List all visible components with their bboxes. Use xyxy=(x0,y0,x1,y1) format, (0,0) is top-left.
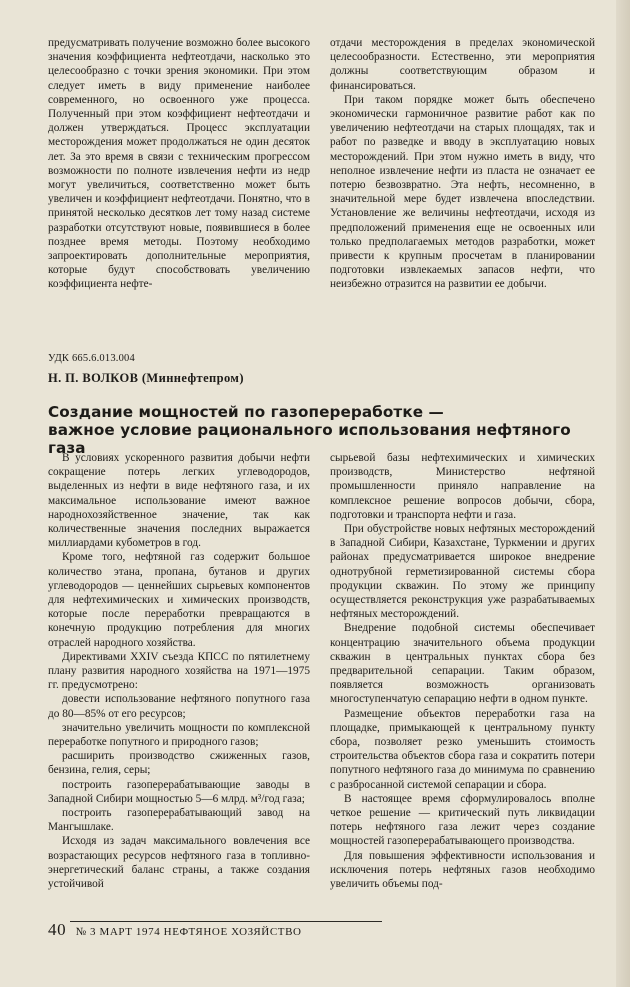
article-title xyxy=(48,403,608,457)
page-number: 40 xyxy=(48,920,67,939)
top-left-column xyxy=(48,36,310,292)
bottom-right-column xyxy=(330,451,595,891)
bottom-left-column xyxy=(48,451,310,891)
paragraph: Исходя из задач максимального вовлечения все возрастающих ресурсов нефтяного газа в топливно-энергетический баланс страны, а также создания устойчивой xyxy=(48,835,310,891)
paragraph: довести использование нефтяного попутного газа до 80—85% от его ресурсов; xyxy=(48,693,310,720)
paragraph: построить газоперерабатывающие заводы в Западной Сибири мощностью 5—6 млрд. м³/год газа; xyxy=(48,778,310,805)
paragraph: Для повышения эффективности использования и исключения потерь нефтяных газов необходимо увеличить объемы под- xyxy=(330,849,595,891)
paragraph: значительно увеличить мощности по комплексной переработке попутного и природного газов; xyxy=(48,721,310,749)
page-edge xyxy=(616,0,630,987)
paragraph: В настоящее время сформулировалось вполне четкое решение — критический путь ликвидации потерь нефтяного газа лежит через создание мощностей газоперерабатывающего производства. xyxy=(330,792,595,848)
page-footer xyxy=(48,920,302,940)
paragraph: расширить производство сжиженных газов, бензина, гелия, серы; xyxy=(48,750,310,777)
udk-code: УДК 665.6.013.004 xyxy=(48,353,135,364)
article-title-line-1: Создание мощностей по газопереработке — xyxy=(48,403,444,421)
top-right-column xyxy=(330,36,595,292)
paragraph: В условиях ускоренного развития добычи нефти сокращение потерь легких углеводородов, выделенных из нефти в виде нефтяного газа, и их максимальное использование имеют важное народнохозяйственное значение, так как количественные значения последних выражается миллиардами кубометров в год. xyxy=(48,452,310,550)
paragraph: Кроме того, нефтяной газ содержит большое количество этана, пропана, бутанов и других углеводородов — ценнейших сырьевых компонентов для нефтехимических и химических производств, которые после переработки превращаются в конечную продукцию потребления для многих отраслей народного хозяйства. xyxy=(48,551,310,649)
paragraph: сырьевой базы нефтехимических и химических производств, Министерство нефтяной промышленности приняло направление на комплексное решение вопросов добычи, сбора, подготовки и транспорта нефти и газа. xyxy=(330,452,595,521)
paragraph: отдачи месторождения в пределах экономической целесообразности. Естественно, эти мероприятия должны соответствующим образом и финансироваться. xyxy=(330,37,595,92)
article-title-line-2: важное условие рационального использования нефтяного газа xyxy=(48,421,571,457)
paragraph: При таком порядке может быть обеспечено экономически гармоничное развитие работ как по увеличению нефтеотдачи на старых площадях, так и работ по разведке и вводу в эксплуатацию новых месторождений. При этом нужно иметь в виду, что неполное извлечение нефти из пласта не означает ее потерю безвозвратно. Эта нефть, несомненно, в значительной мере будет извлечена впоследствии. Установление же величины нефтеотдачи, исходя из предположений применения еще не освоенных или только предполагаемых методов разработки, может привести к крупным просчетам в планировании подготовки извлекаемых запасов нефти, что неизбежно отразится на развитии ее добычи. xyxy=(330,93,595,291)
paragraph: Директивами XXIV съезда КПСС по пятилетнему плану развития народного хозяйства на 1971—1975 гг. предусмотрено: xyxy=(48,650,310,692)
paragraph: предусматривать получение возможно более высокого значения коэффициента нефтеотдачи, насколько это целесообразно с точки зрения экономики. При этом следует иметь в виду применение наиболее современного, но освоенного уже процесса. Полученный при этом коэффициент нефтеотдачи и должен утверждаться. Процесс эксплуатации месторождения может продолжаться не один десяток лет. За это время в связи с техническим прогрессом возможности по полноте извлечения нефти из недр могут увеличиться, соответственно может быть увеличен и коэффициент нефтеотдачи. Понятно, что в принятой несколько десятков лет тому назад системе разработки отсутствуют новые, появившиеся в более позднее время методы. Поэтому необходимо запроектировать дополнительные мероприятия, которые будут способствовать увеличению коэффициента нефте- xyxy=(48,37,310,291)
article-author: Н. П. ВОЛКОВ (Миннефтепром) xyxy=(48,371,244,385)
paragraph: При обустройстве новых нефтяных месторождений в Западной Сибири, Казахстане, Туркмении и других районах предусматривается широкое внедрение однотрубной герметизированной системы сбора продукции скважин. По этому же принципу осуществляется реконструкция уже разрабатываемых нефтяных месторождений. xyxy=(330,523,595,621)
paragraph: построить газоперерабатывающий завод на Мангышлаке. xyxy=(48,807,310,834)
issue-info: № 3 МАРТ 1974 НЕФТЯНОЕ ХОЗЯЙСТВО xyxy=(75,926,302,938)
paragraph: Внедрение подобной системы обеспечивает концентрацию значительного объема продукции скважин в центральных пунктах сбора без предварительной сепарации. Таким образом, появляется возможность организовать многоступенчатую сепарацию нефти в одном пункте. xyxy=(330,622,595,706)
paragraph: Размещение объектов переработки газа на площадке, примыкающей к центральному пункту сбора, позволяет резко уменьшить стоимость строительства объектов сбора газа и сократить потери попутного нефтяного газа до минимума по сравнению с разбросанной системой сепарации и сбора. xyxy=(330,707,595,791)
